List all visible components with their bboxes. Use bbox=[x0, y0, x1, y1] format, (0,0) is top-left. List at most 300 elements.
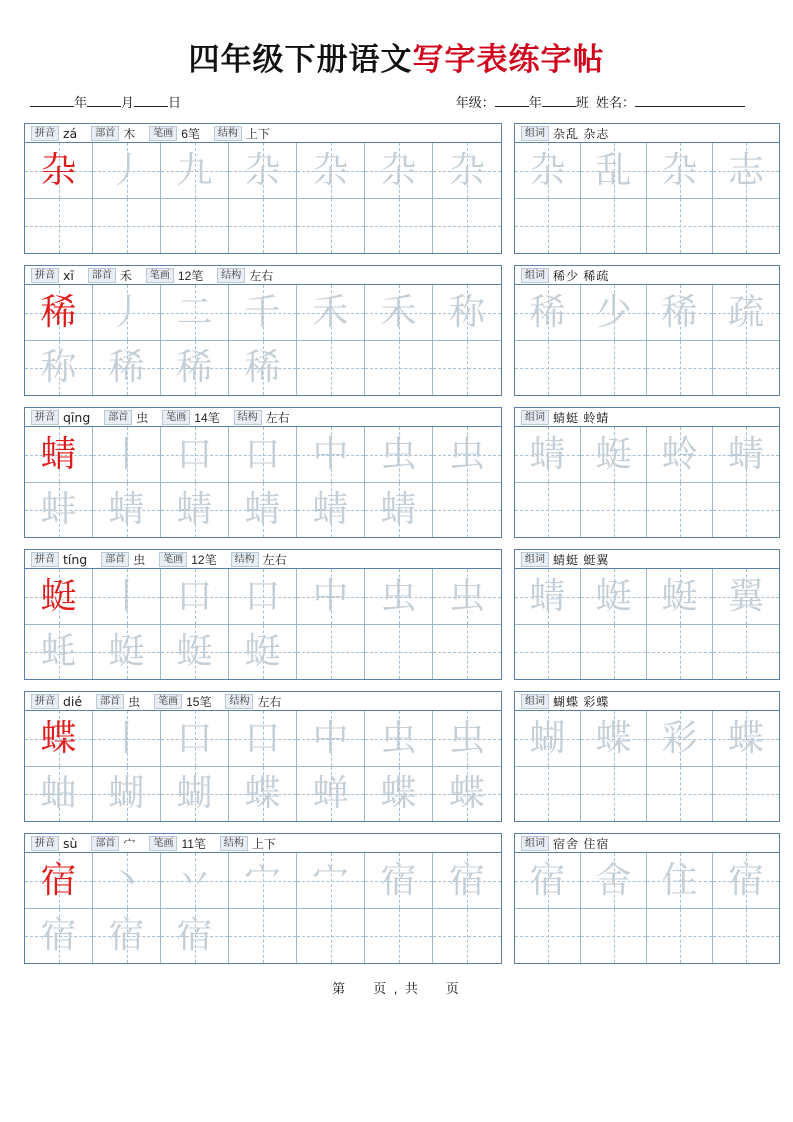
trace-row bbox=[25, 853, 501, 908]
trace-character: 蜓 bbox=[108, 631, 145, 672]
word-cell[interactable] bbox=[581, 340, 647, 395]
practice-panel bbox=[24, 123, 502, 254]
trace-cell[interactable] bbox=[297, 711, 365, 766]
words-label: 组词 bbox=[521, 268, 549, 283]
word-cell[interactable] bbox=[713, 569, 779, 624]
model-character: 杂 bbox=[40, 149, 77, 191]
trace-cell[interactable] bbox=[229, 711, 297, 766]
trace-cell[interactable] bbox=[297, 482, 365, 537]
practice-panel bbox=[24, 549, 502, 680]
trace-cell[interactable] bbox=[229, 766, 297, 821]
word-cell[interactable] bbox=[713, 143, 779, 198]
trace-cell[interactable] bbox=[433, 624, 501, 679]
practice-panel bbox=[24, 265, 502, 396]
strokes-value: 12笔 bbox=[191, 552, 217, 567]
trace-cell[interactable] bbox=[297, 766, 365, 821]
trace-cell[interactable] bbox=[161, 908, 229, 963]
trace-cell[interactable] bbox=[365, 482, 433, 537]
year-label: 年 bbox=[74, 95, 88, 110]
trace-character: 丷 bbox=[176, 859, 213, 901]
word-cell[interactable] bbox=[647, 908, 713, 963]
word-character: 乱 bbox=[595, 149, 632, 191]
trace-cell[interactable] bbox=[365, 569, 433, 624]
trace-character: 蜓 bbox=[176, 631, 213, 672]
word-character bbox=[647, 909, 712, 963]
trace-character: 稀 bbox=[244, 347, 281, 388]
word-cell[interactable] bbox=[713, 853, 779, 908]
structure-value: 左右 bbox=[262, 552, 287, 567]
trace-character: 口 bbox=[244, 433, 281, 475]
trace-character: 口 bbox=[176, 575, 213, 617]
word-character: 住 bbox=[661, 859, 698, 901]
word-cell[interactable] bbox=[581, 143, 647, 198]
word-cell[interactable] bbox=[515, 198, 581, 253]
word-character bbox=[713, 767, 779, 821]
name-label: 姓名： bbox=[595, 95, 635, 110]
trace-cell[interactable] bbox=[365, 766, 433, 821]
trace-cell[interactable] bbox=[25, 569, 93, 624]
word-cell[interactable] bbox=[713, 340, 779, 395]
pinyin-field bbox=[31, 268, 74, 283]
trace-character: 丨 bbox=[108, 433, 145, 475]
trace-cell[interactable] bbox=[25, 285, 93, 340]
trace-cell[interactable] bbox=[365, 427, 433, 482]
word-cell[interactable] bbox=[515, 340, 581, 395]
trace-character: 蝴 bbox=[176, 773, 213, 814]
trace-cell[interactable] bbox=[297, 198, 365, 253]
strokes-field bbox=[146, 267, 203, 284]
trace-cell[interactable] bbox=[229, 285, 297, 340]
word-cell[interactable] bbox=[713, 285, 779, 340]
trace-character: 称 bbox=[40, 347, 77, 388]
radical-label: 部首 bbox=[91, 836, 119, 851]
word-character bbox=[515, 625, 580, 679]
radical-value: 木 bbox=[123, 126, 136, 141]
trace-character: 丶 bbox=[108, 859, 145, 901]
trace-character: 口 bbox=[176, 433, 213, 475]
trace-cell[interactable] bbox=[433, 908, 501, 963]
radical-value: 宀 bbox=[123, 836, 136, 851]
trace-character: 蝴 bbox=[108, 773, 145, 814]
trace-character: 丨 bbox=[108, 575, 145, 617]
strokes-value: 11笔 bbox=[181, 836, 206, 851]
word-cell[interactable] bbox=[581, 711, 647, 766]
trace-character bbox=[433, 625, 501, 679]
trace-cell[interactable] bbox=[161, 482, 229, 537]
trace-cell[interactable] bbox=[297, 853, 365, 908]
trace-character: 千 bbox=[244, 291, 281, 333]
trace-character bbox=[93, 199, 160, 253]
trace-cell[interactable] bbox=[433, 853, 501, 908]
trace-character bbox=[297, 909, 364, 963]
words-header bbox=[515, 408, 779, 427]
word-character bbox=[581, 483, 646, 537]
radical-label: 部首 bbox=[96, 694, 124, 709]
word-character: 志 bbox=[727, 149, 764, 191]
trace-cell[interactable] bbox=[161, 198, 229, 253]
word-row bbox=[515, 624, 779, 679]
trace-cell[interactable] bbox=[229, 908, 297, 963]
words-value: 蜻蜓 蜓翼 bbox=[553, 552, 610, 567]
words-header bbox=[515, 266, 779, 285]
trace-cell[interactable] bbox=[297, 340, 365, 395]
word-character bbox=[515, 767, 580, 821]
word-character: 蜓 bbox=[661, 575, 698, 617]
radical-label: 部首 bbox=[101, 552, 129, 567]
practice-panel bbox=[24, 833, 502, 964]
trace-cell[interactable] bbox=[365, 711, 433, 766]
trace-row bbox=[25, 908, 501, 963]
structure-field bbox=[225, 693, 281, 710]
character-info-header bbox=[25, 266, 501, 285]
page-title-black: 四年级下册语文 bbox=[188, 42, 413, 78]
trace-cell[interactable] bbox=[433, 143, 501, 198]
year-blank[interactable] bbox=[30, 106, 74, 107]
radical-field bbox=[91, 125, 135, 142]
trace-cell[interactable] bbox=[25, 766, 93, 821]
word-character: 翼 bbox=[727, 575, 764, 617]
pinyin-label: 拼音 bbox=[31, 552, 59, 567]
trace-cell[interactable] bbox=[229, 624, 297, 679]
word-row bbox=[515, 569, 779, 624]
trace-cell[interactable] bbox=[229, 143, 297, 198]
words-header bbox=[515, 834, 779, 853]
trace-cell[interactable] bbox=[229, 427, 297, 482]
trace-cell[interactable] bbox=[297, 908, 365, 963]
pinyin-label: 拼音 bbox=[31, 410, 59, 425]
word-character bbox=[581, 909, 646, 963]
trace-cell[interactable] bbox=[93, 285, 161, 340]
strokes-field bbox=[162, 409, 219, 426]
class-blank[interactable] bbox=[542, 106, 576, 107]
trace-cell[interactable] bbox=[365, 340, 433, 395]
trace-cell[interactable] bbox=[25, 340, 93, 395]
trace-character bbox=[297, 625, 364, 679]
word-cell[interactable] bbox=[581, 285, 647, 340]
trace-cell[interactable] bbox=[25, 198, 93, 253]
pinyin-label: 拼音 bbox=[31, 836, 59, 851]
trace-character: 宿 bbox=[380, 859, 417, 901]
trace-cell[interactable] bbox=[25, 482, 93, 537]
word-character: 杂 bbox=[661, 149, 698, 191]
words-panel bbox=[514, 123, 780, 254]
trace-character: 蜻 bbox=[176, 489, 213, 530]
pinyin-value: qīng bbox=[63, 409, 91, 425]
trace-cell[interactable] bbox=[93, 624, 161, 679]
trace-character: 禾 bbox=[380, 291, 417, 333]
structure-field bbox=[220, 835, 276, 852]
trace-cell[interactable] bbox=[433, 482, 501, 537]
trace-row bbox=[25, 427, 501, 482]
pinyin-label: 拼音 bbox=[31, 126, 59, 141]
trace-cell[interactable] bbox=[93, 482, 161, 537]
trace-character: 虫 bbox=[380, 717, 417, 759]
trace-cell[interactable] bbox=[93, 143, 161, 198]
footer-middle: 页 , 共 bbox=[373, 981, 420, 996]
strokes-value: 14笔 bbox=[194, 410, 220, 425]
structure-label: 结构 bbox=[225, 694, 253, 709]
trace-character bbox=[297, 199, 364, 253]
character-info-header bbox=[25, 692, 501, 711]
character-info-header bbox=[25, 834, 501, 853]
radical-value: 禾 bbox=[119, 268, 132, 283]
trace-cell[interactable] bbox=[93, 853, 161, 908]
trace-cell[interactable] bbox=[433, 766, 501, 821]
trace-cell[interactable] bbox=[297, 624, 365, 679]
trace-cell[interactable] bbox=[365, 198, 433, 253]
word-character bbox=[515, 909, 580, 963]
strokes-value: 6笔 bbox=[181, 126, 200, 141]
trace-cell[interactable] bbox=[229, 853, 297, 908]
words-panel bbox=[514, 265, 780, 396]
words-value: 蜻蜓 蛉蜻 bbox=[553, 410, 610, 425]
word-character bbox=[581, 199, 646, 253]
word-row bbox=[515, 482, 779, 537]
trace-character bbox=[365, 199, 432, 253]
word-cell[interactable] bbox=[713, 482, 779, 537]
trace-cell[interactable] bbox=[433, 198, 501, 253]
words-panel bbox=[514, 549, 780, 680]
trace-cell[interactable] bbox=[161, 766, 229, 821]
trace-cell[interactable] bbox=[93, 427, 161, 482]
word-character bbox=[581, 625, 646, 679]
word-cell[interactable] bbox=[647, 340, 713, 395]
trace-cell[interactable] bbox=[161, 624, 229, 679]
word-cell[interactable] bbox=[515, 766, 581, 821]
word-cell[interactable] bbox=[515, 624, 581, 679]
word-character bbox=[581, 767, 646, 821]
structure-label: 结构 bbox=[220, 836, 248, 851]
word-character: 蜻 bbox=[727, 433, 764, 475]
word-row bbox=[515, 285, 779, 340]
word-cell[interactable] bbox=[515, 711, 581, 766]
trace-row bbox=[25, 340, 501, 395]
month-label: 月 bbox=[121, 95, 135, 110]
pinyin-label: 拼音 bbox=[31, 268, 59, 283]
word-character: 少 bbox=[595, 291, 632, 333]
word-cell[interactable] bbox=[515, 285, 581, 340]
word-character bbox=[647, 341, 712, 395]
trace-cell[interactable] bbox=[93, 711, 161, 766]
grade-label: 年级： bbox=[455, 95, 495, 110]
trace-character: 丿 bbox=[108, 149, 145, 191]
words-label: 组词 bbox=[521, 552, 549, 567]
word-cell[interactable] bbox=[581, 427, 647, 482]
trace-cell[interactable] bbox=[229, 482, 297, 537]
word-cell[interactable] bbox=[713, 624, 779, 679]
trace-cell[interactable] bbox=[229, 569, 297, 624]
name-blank[interactable] bbox=[635, 106, 745, 107]
word-character: 稀 bbox=[529, 291, 566, 333]
trace-character bbox=[25, 199, 92, 253]
words-label: 组词 bbox=[521, 126, 549, 141]
trace-cell[interactable] bbox=[161, 711, 229, 766]
word-cell[interactable] bbox=[515, 853, 581, 908]
model-character: 蜓 bbox=[40, 575, 77, 617]
trace-cell[interactable] bbox=[365, 624, 433, 679]
trace-cell[interactable] bbox=[365, 853, 433, 908]
words-panel bbox=[514, 833, 780, 964]
trace-cell[interactable] bbox=[25, 908, 93, 963]
word-cell[interactable] bbox=[647, 853, 713, 908]
radical-label: 部首 bbox=[88, 268, 116, 283]
trace-cell[interactable] bbox=[433, 340, 501, 395]
trace-cell[interactable] bbox=[93, 766, 161, 821]
trace-cell[interactable] bbox=[93, 908, 161, 963]
structure-field bbox=[217, 267, 273, 284]
strokes-field bbox=[154, 693, 211, 710]
trace-cell[interactable] bbox=[433, 427, 501, 482]
trace-character: 杂 bbox=[380, 149, 417, 191]
words-value: 杂乱 杂志 bbox=[553, 126, 610, 141]
word-cell[interactable] bbox=[647, 198, 713, 253]
word-character bbox=[713, 483, 779, 537]
trace-character: 虫 bbox=[380, 433, 417, 475]
trace-character: 虫 bbox=[380, 575, 417, 617]
trace-cell[interactable] bbox=[93, 569, 161, 624]
grade-blank[interactable] bbox=[495, 106, 529, 107]
word-cell[interactable] bbox=[581, 908, 647, 963]
structure-value: 左右 bbox=[265, 410, 290, 425]
trace-character: 蚌 bbox=[40, 489, 77, 530]
trace-character bbox=[229, 199, 296, 253]
trace-character: 虫 bbox=[448, 717, 485, 759]
words-value: 宿舍 住宿 bbox=[553, 836, 610, 851]
words-label: 组词 bbox=[521, 410, 549, 425]
trace-cell[interactable] bbox=[297, 427, 365, 482]
trace-character: 禾 bbox=[312, 291, 349, 333]
word-cell[interactable] bbox=[647, 766, 713, 821]
word-character: 疏 bbox=[727, 291, 764, 333]
trace-character: 宿 bbox=[40, 915, 77, 956]
word-cell[interactable] bbox=[515, 143, 581, 198]
trace-cell[interactable] bbox=[93, 340, 161, 395]
word-cell[interactable] bbox=[713, 711, 779, 766]
trace-character bbox=[365, 909, 432, 963]
strokes-label: 笔画 bbox=[159, 552, 187, 567]
trace-cell[interactable] bbox=[297, 569, 365, 624]
pinyin-value: xī bbox=[63, 267, 74, 283]
trace-cell[interactable] bbox=[25, 853, 93, 908]
trace-cell[interactable] bbox=[25, 711, 93, 766]
trace-character: 杂 bbox=[312, 149, 349, 191]
word-cell[interactable] bbox=[647, 285, 713, 340]
word-cell[interactable] bbox=[515, 908, 581, 963]
trace-character: 蜻 bbox=[108, 489, 145, 530]
word-cell[interactable] bbox=[647, 624, 713, 679]
trace-cell[interactable] bbox=[297, 143, 365, 198]
trace-cell[interactable] bbox=[433, 569, 501, 624]
trace-cell[interactable] bbox=[365, 285, 433, 340]
entry-blocks bbox=[24, 123, 769, 964]
word-character: 蜻 bbox=[529, 575, 566, 617]
word-character bbox=[515, 341, 580, 395]
word-row bbox=[515, 908, 779, 963]
day-blank[interactable] bbox=[134, 106, 168, 107]
trace-cell[interactable] bbox=[161, 853, 229, 908]
month-blank[interactable] bbox=[87, 106, 121, 107]
word-cell[interactable] bbox=[647, 711, 713, 766]
trace-row bbox=[25, 143, 501, 198]
trace-character bbox=[297, 341, 364, 395]
trace-character: 宿 bbox=[108, 915, 145, 956]
model-character: 蜻 bbox=[40, 433, 77, 475]
word-cell[interactable] bbox=[581, 766, 647, 821]
word-cell[interactable] bbox=[713, 908, 779, 963]
trace-cell[interactable] bbox=[161, 143, 229, 198]
trace-character: 宀 bbox=[312, 859, 349, 901]
structure-label: 结构 bbox=[234, 410, 262, 425]
word-cell[interactable] bbox=[647, 143, 713, 198]
trace-cell[interactable] bbox=[229, 198, 297, 253]
trace-cell[interactable] bbox=[433, 285, 501, 340]
word-cell[interactable] bbox=[647, 482, 713, 537]
words-label: 组词 bbox=[521, 836, 549, 851]
student-fields bbox=[456, 92, 763, 111]
radical-field bbox=[96, 693, 140, 710]
words-value: 稀少 稀疏 bbox=[553, 268, 610, 283]
word-cell[interactable] bbox=[515, 427, 581, 482]
word-row bbox=[515, 198, 779, 253]
trace-character: 蝶 bbox=[380, 773, 417, 814]
trace-cell[interactable] bbox=[297, 285, 365, 340]
words-header bbox=[515, 550, 779, 569]
words-label: 组词 bbox=[521, 694, 549, 709]
trace-cell[interactable] bbox=[25, 143, 93, 198]
word-cell[interactable] bbox=[581, 853, 647, 908]
character-info-header bbox=[25, 550, 501, 569]
word-cell[interactable] bbox=[581, 624, 647, 679]
word-character: 舍 bbox=[595, 859, 632, 901]
strokes-value: 12笔 bbox=[177, 268, 204, 283]
word-cell[interactable] bbox=[581, 198, 647, 253]
trace-cell[interactable] bbox=[161, 285, 229, 340]
trace-cell[interactable] bbox=[433, 711, 501, 766]
word-cell[interactable] bbox=[713, 198, 779, 253]
trace-row bbox=[25, 285, 501, 340]
character-entry-block bbox=[24, 123, 769, 254]
trace-cell[interactable] bbox=[365, 143, 433, 198]
pinyin-field bbox=[31, 410, 90, 425]
trace-cell[interactable] bbox=[365, 908, 433, 963]
word-cell[interactable] bbox=[581, 569, 647, 624]
trace-character: 中 bbox=[312, 433, 349, 475]
word-character bbox=[713, 341, 779, 395]
word-cell[interactable] bbox=[713, 766, 779, 821]
word-cell[interactable] bbox=[647, 569, 713, 624]
trace-cell[interactable] bbox=[161, 427, 229, 482]
trace-cell[interactable] bbox=[25, 427, 93, 482]
word-character bbox=[713, 199, 779, 253]
character-info-header bbox=[25, 408, 501, 427]
info-row bbox=[30, 89, 763, 111]
word-cell[interactable] bbox=[515, 482, 581, 537]
word-cell[interactable] bbox=[713, 427, 779, 482]
structure-label: 结构 bbox=[217, 268, 245, 283]
structure-field bbox=[234, 409, 290, 426]
trace-cell[interactable] bbox=[161, 340, 229, 395]
trace-cell[interactable] bbox=[25, 624, 93, 679]
trace-cell[interactable] bbox=[229, 340, 297, 395]
word-cell[interactable] bbox=[647, 427, 713, 482]
radical-field bbox=[101, 551, 145, 568]
trace-cell[interactable] bbox=[93, 198, 161, 253]
word-cell[interactable] bbox=[581, 482, 647, 537]
word-character: 蜓 bbox=[595, 575, 632, 617]
trace-cell[interactable] bbox=[161, 569, 229, 624]
strokes-field bbox=[159, 551, 216, 568]
word-cell[interactable] bbox=[515, 569, 581, 624]
